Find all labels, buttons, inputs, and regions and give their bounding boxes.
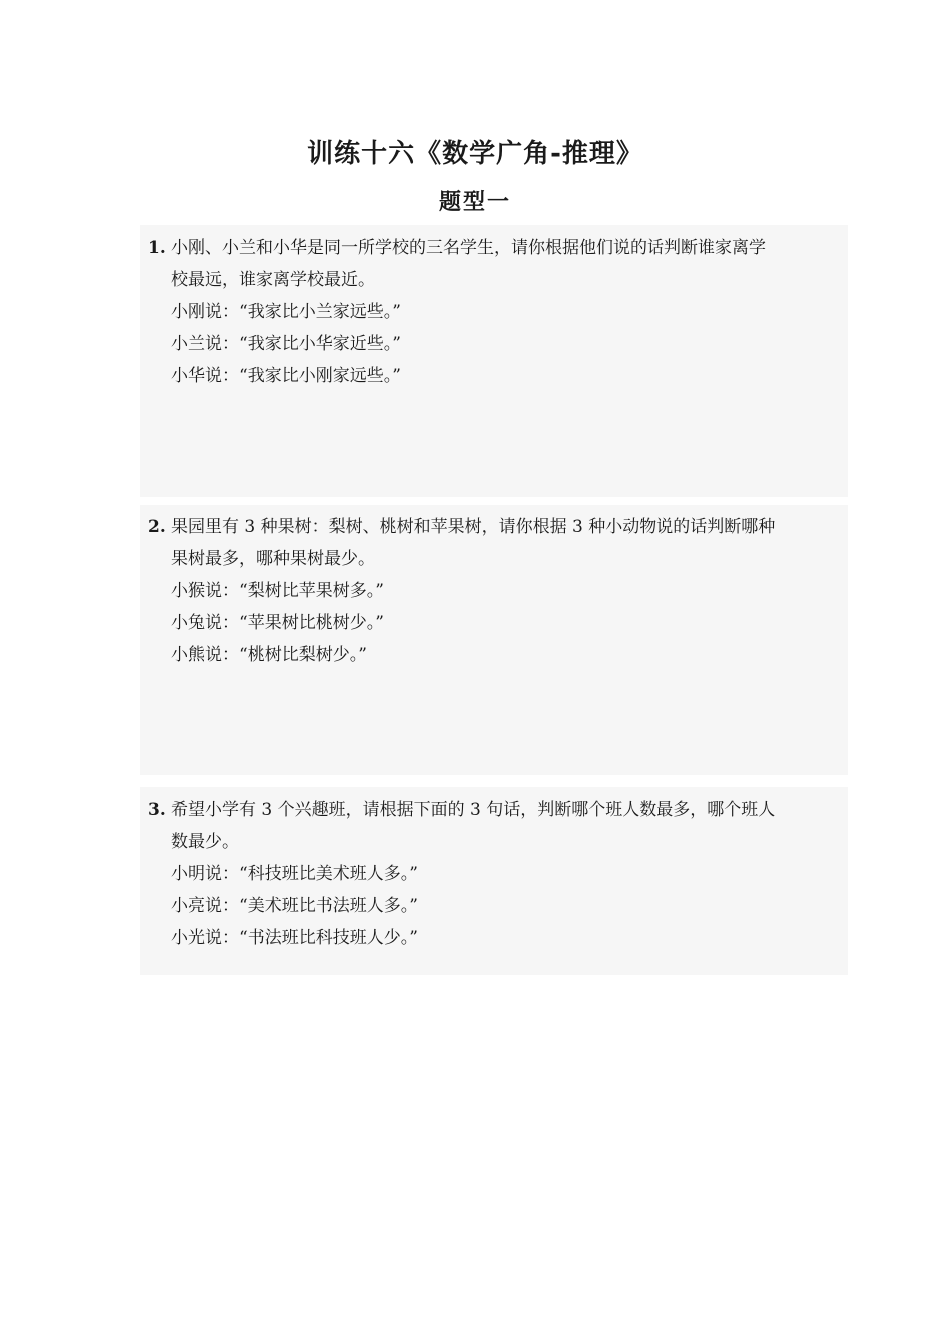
question-text: 小刚、小兰和小华是同一所学校的三名学生，请你根据他们说的话判断谁家离学: [171, 238, 766, 258]
question-text-continued: 果树最多，哪种果树最少。: [171, 549, 375, 569]
statement: 小刚说：“我家比小兰家远些。”: [171, 302, 401, 322]
question-text-continued: 校最远，谁家离学校最近。: [171, 270, 375, 290]
statement: 小猴说：“梨树比苹果树多。”: [171, 581, 384, 601]
statement: 小兰说：“我家比小华家近些。”: [171, 334, 401, 354]
question-number: 1.: [148, 238, 166, 258]
statement: 小兔说：“苹果树比桃树少。”: [171, 613, 384, 633]
question-number: 2.: [148, 517, 166, 537]
question-3: [148, 794, 848, 954]
question-text: 希望小学有 3 个兴趣班，请根据下面的 3 句话，判断哪个班人数最多，哪个班人: [171, 800, 776, 820]
section-subtitle: 题型一: [438, 190, 511, 215]
statement: 小亮说：“美术班比书法班人多。”: [171, 896, 418, 916]
statement: 小华说：“我家比小刚家远些。”: [171, 366, 401, 386]
statement: 小熊说：“桃树比梨树少。”: [171, 645, 367, 665]
question-text: 果园里有 3 种果树：梨树、桃树和苹果树，请你根据 3 种小动物说的话判断哪种: [171, 517, 776, 537]
question-1: [148, 232, 848, 392]
question-text-continued: 数最少。: [171, 832, 239, 852]
statement: 小光说：“书法班比科技班人少。”: [171, 928, 418, 948]
page-title: 训练十六《数学广角-推理》: [307, 139, 643, 169]
question-2: [148, 511, 848, 671]
question-number: 3.: [148, 800, 166, 820]
statement: 小明说：“科技班比美术班人多。”: [171, 864, 418, 884]
